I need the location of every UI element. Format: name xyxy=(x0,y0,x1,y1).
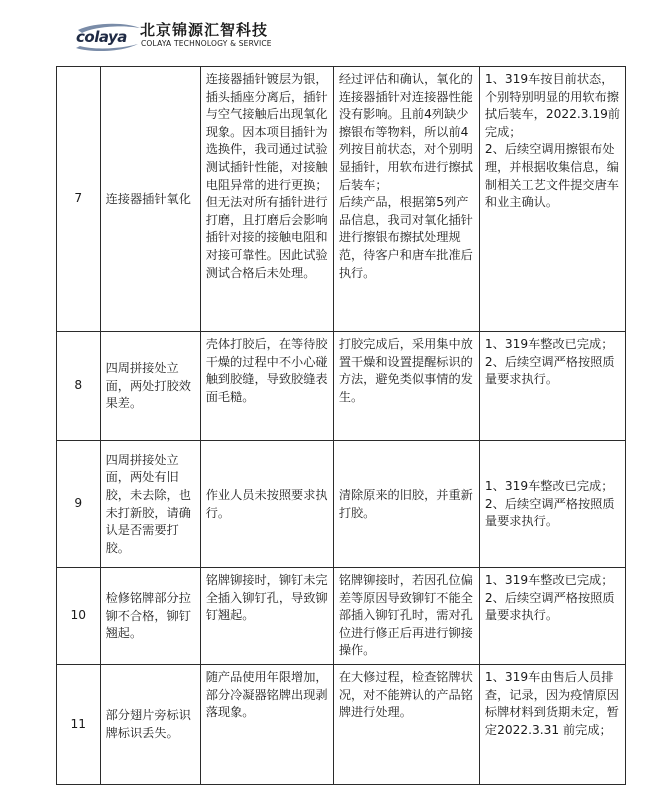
issue-name: 四周拼接处立面，两处打胶效果差。 xyxy=(100,332,200,441)
action-status xyxy=(479,665,625,785)
row-number: 8 xyxy=(57,332,101,441)
logo-text: colaya xyxy=(76,28,127,46)
issue-table xyxy=(56,66,626,785)
table-row xyxy=(57,441,626,568)
action-status-line: 2、后续空调严格按照质量要求执行。 xyxy=(484,496,615,529)
table-row xyxy=(57,67,626,332)
cause-description-line: 作业人员未按照要求执行。 xyxy=(205,487,328,520)
table-row xyxy=(57,332,626,441)
action-status-line: 2、后续空调严格按照质量要求执行。 xyxy=(484,354,615,387)
issue-name: 检修铭牌部分拉铆不合格，铆钉翘起。 xyxy=(100,568,200,665)
corrective-measure-line: 在大修过程，检查铭牌状况，对不能辨认的产品铭牌进行处理。 xyxy=(338,670,473,720)
company-name-cn: 北京锦源汇智科技 xyxy=(140,21,269,39)
action-status-line: 1、319车整改已完成； xyxy=(484,337,614,351)
corrective-measure-line: 打胶完成后，采用集中放置干燥和设置提醒标识的方法，避免类似事情的发生。 xyxy=(338,337,473,404)
colaya-logo xyxy=(74,22,142,52)
action-status xyxy=(479,568,625,665)
corrective-measure-line: 后续产品，根据第5列产品信息，我司对氧化插针进行擦银布擦拭处理规范，待客户和唐车批准后执行。 xyxy=(338,195,473,280)
issue-name: 部分翅片旁标识牌标识丢失。 xyxy=(100,665,200,785)
corrective-measure-line: 经过评估和确认，氧化的连接器插针对连接器性能没有影响。且前4列缺少擦银布等物料，所以前4列按目前状态，对个别明显插针，用软布进行擦拭后装车； xyxy=(338,72,473,192)
corrective-measure-line: 清除原来的旧胶，并重新打胶。 xyxy=(338,487,473,520)
action-status xyxy=(479,67,625,332)
corrective-measure xyxy=(333,568,479,665)
cause-description xyxy=(200,441,333,568)
action-status-line: 2、后续空调严格按照质量要求执行。 xyxy=(484,590,615,623)
action-status-line: 1、319车按目前状态，个别特别明显的用软布擦拭后装车，2022.3.19前完成； xyxy=(484,72,621,139)
issue-name: 连接器插针氧化 xyxy=(100,67,200,332)
corrective-measure xyxy=(333,67,479,332)
cause-description xyxy=(200,332,333,441)
corrective-measure-line: 铭牌铆接时，若因孔位偏差等原因导致铆钉不能全部插入铆钉孔时，需对孔位进行修正后再进行铆接操作。 xyxy=(338,573,473,658)
row-number: 11 xyxy=(57,665,101,785)
row-number: 9 xyxy=(57,441,101,568)
corrective-measure xyxy=(333,665,479,785)
corrective-measure xyxy=(333,441,479,568)
letterhead xyxy=(0,0,655,62)
action-status-line: 2、后续空调用擦银布处理，并根据收集信息，编制相关工艺文件提交唐车和业主确认。 xyxy=(484,142,619,210)
action-status-line: 1、319车由售后人员排查，记录，因为疫情原因标牌材料到货期未定，暂定2022.3.31 前完成； xyxy=(484,670,619,737)
cause-description-line: 连接器插针镀层为银，插头插座分离后，插针与空气接触后出现氧化现象。因本项目插针为选换件，我司通过试验测试插针性能，对接触电阻异常的进行更换；但无法对所有插针进行打磨，且打磨后会影响插针对接的接触电阻和对接可靠性。因此试验测试合格后未处理。 xyxy=(205,72,328,280)
table-row xyxy=(57,665,626,785)
table-row xyxy=(57,568,626,665)
cause-description-line: 壳体打胶后，在等待胶干燥的过程中不小心碰触到胶缝，导致胶缝表面毛糙。 xyxy=(205,337,328,404)
corrective-measure xyxy=(333,332,479,441)
cause-description xyxy=(200,568,333,665)
action-status xyxy=(479,441,625,568)
cause-description-line: 铭牌铆接时，铆钉未完全插入铆钉孔，导致铆钉翘起。 xyxy=(205,573,328,623)
cause-description-line: 随产品使用年限增加，部分冷凝器铭牌出现剥落现象。 xyxy=(205,670,328,720)
action-status-line: 1、319车整改已完成； xyxy=(484,573,614,587)
cause-description xyxy=(200,665,333,785)
action-status xyxy=(479,332,625,441)
row-number: 10 xyxy=(57,568,101,665)
issue-name: 四周拼接处立面，两处有旧胶，未去除，也未打新胶，请确认是否需要打胶。 xyxy=(100,441,200,568)
action-status-line: 1、319车整改已完成； xyxy=(484,479,614,494)
company-name-en: COLAYA TECHNOLOGY & SERVICE xyxy=(141,39,272,48)
cause-description xyxy=(200,67,333,332)
row-number: 7 xyxy=(57,67,101,332)
